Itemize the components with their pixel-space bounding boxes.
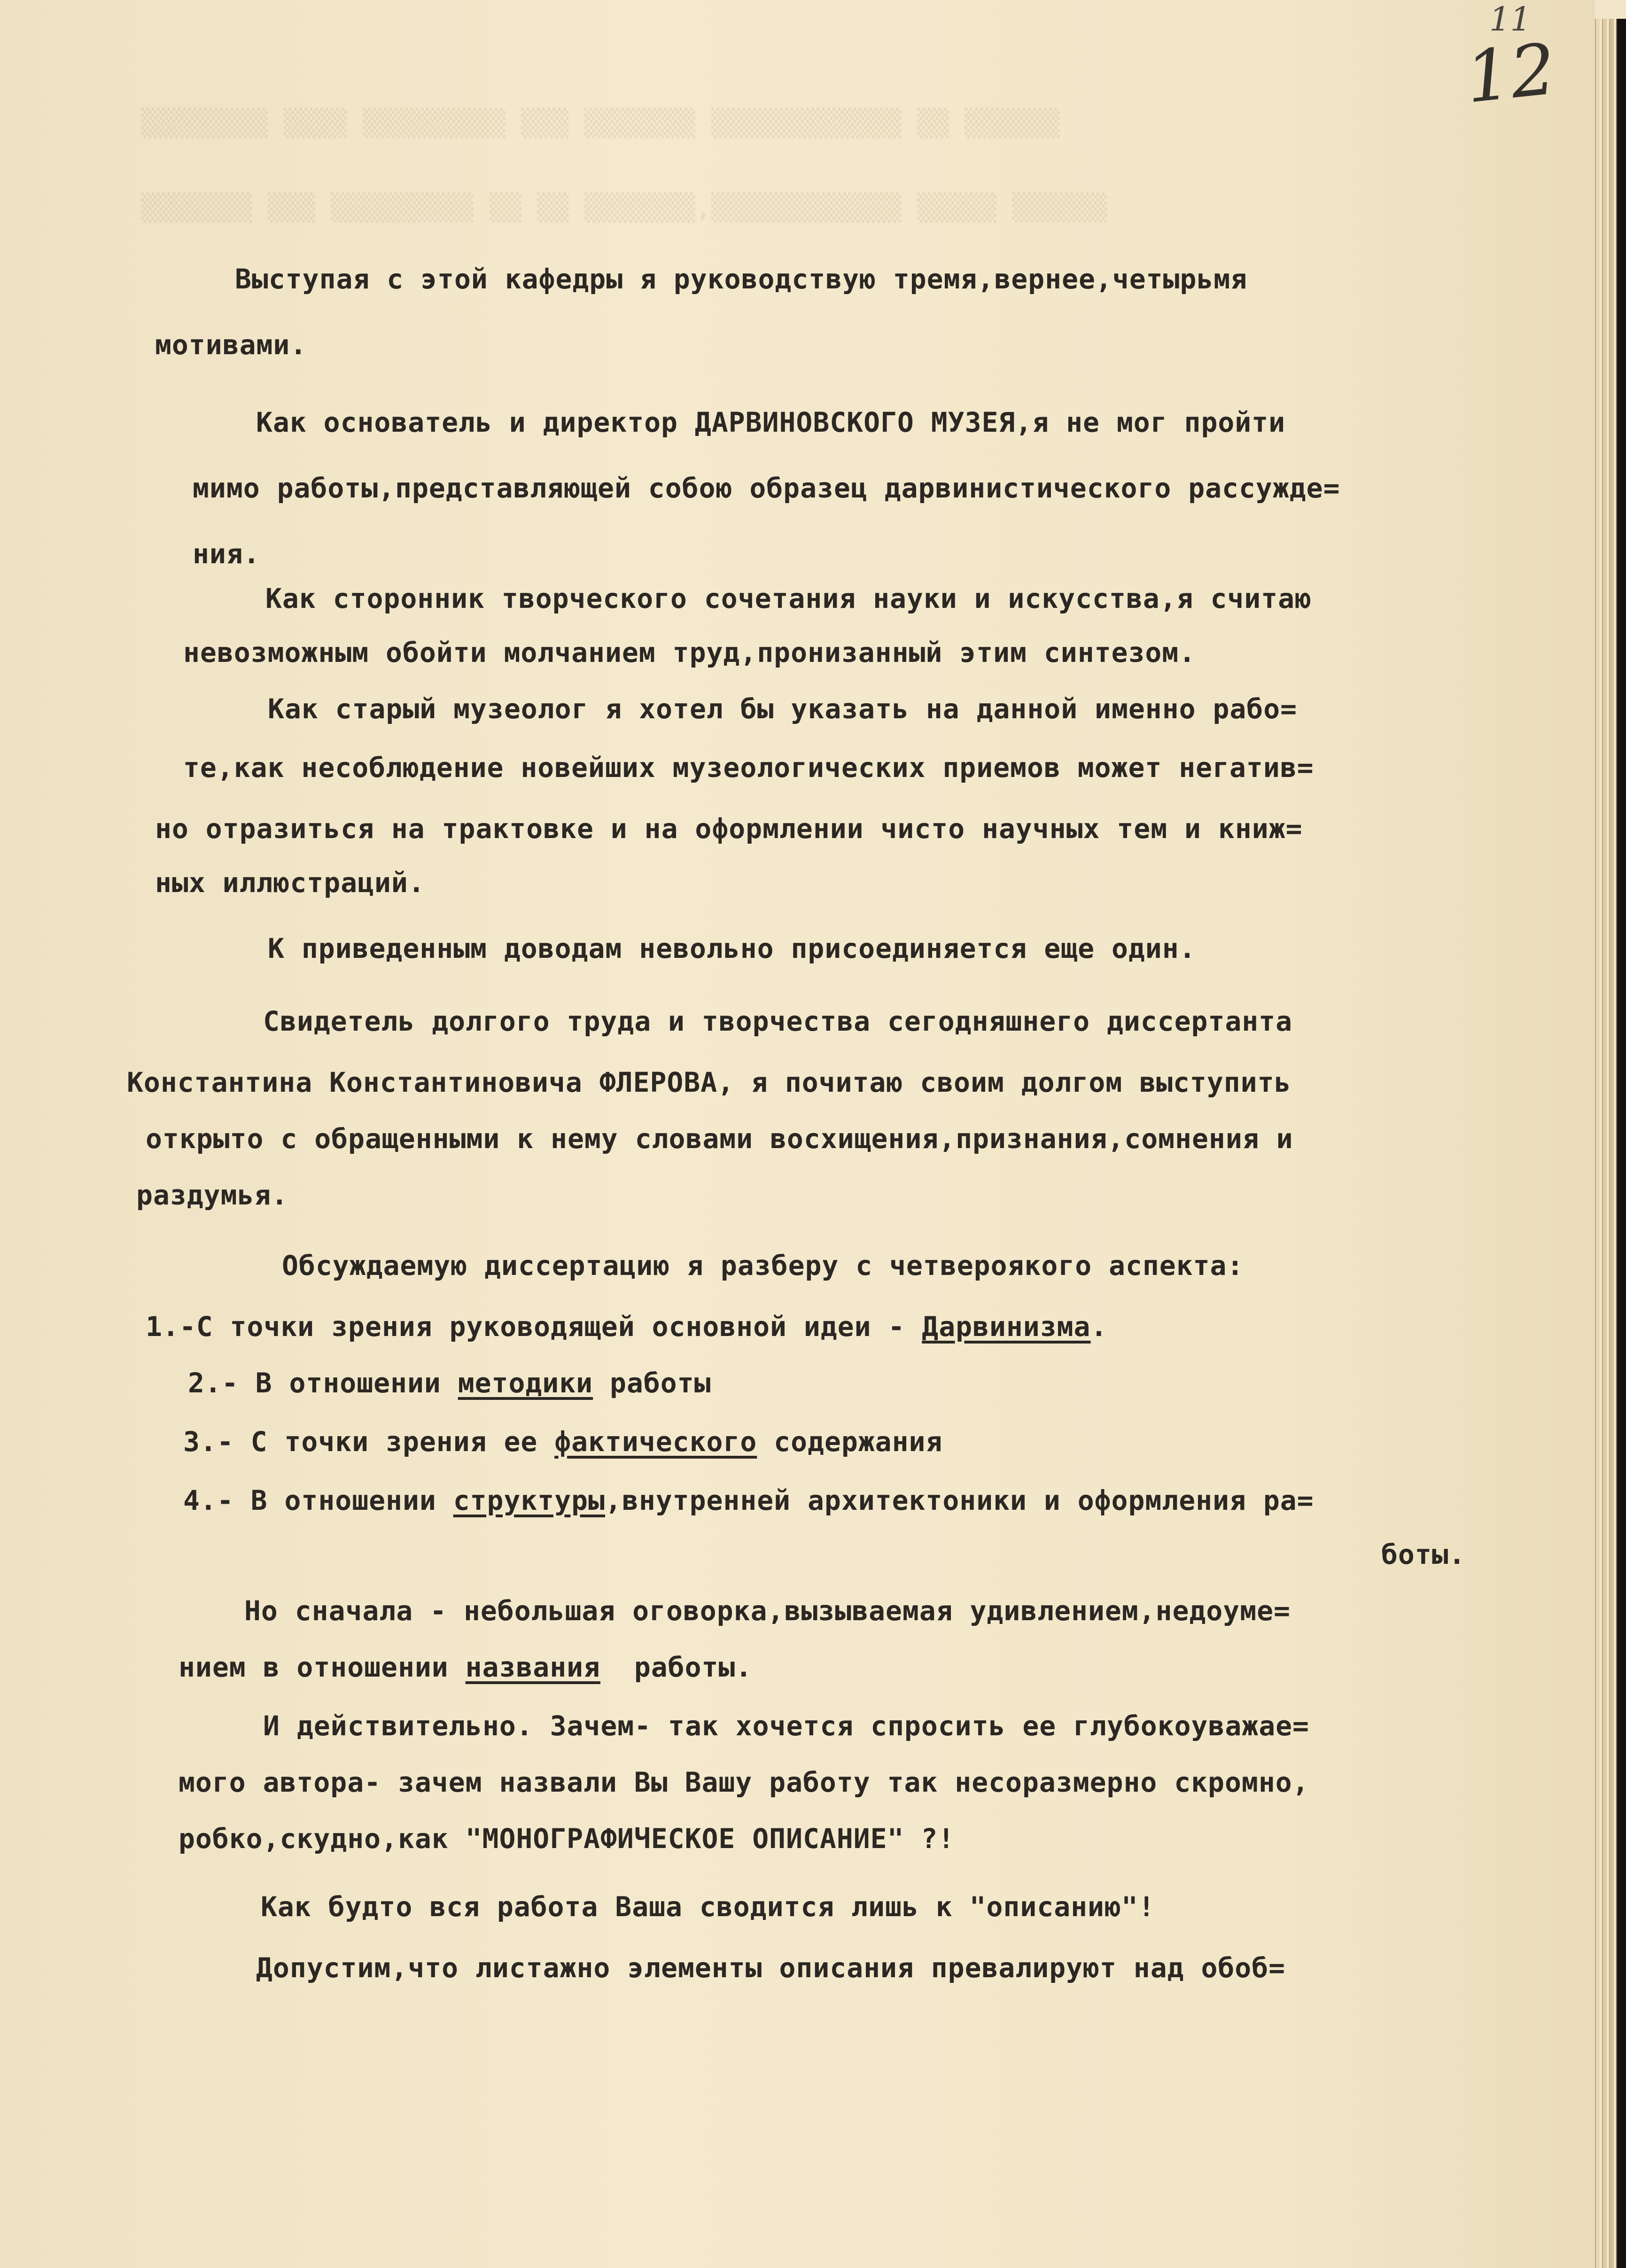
- text-segment: .: [1090, 1311, 1108, 1343]
- text-line: [235, 263, 1247, 295]
- text-segment: Но сначала - небольшая оговорка,вызываемая удивлением,недоуме=: [244, 1595, 1291, 1627]
- text-segment: мимо работы,представляющей собою образец дарвинистического рассужде=: [193, 472, 1340, 504]
- text-line: [282, 1250, 1244, 1282]
- text-line: [261, 1891, 1155, 1923]
- text-line: [256, 1952, 1285, 1984]
- text-line: [179, 1823, 955, 1855]
- text-line: [127, 1066, 1291, 1098]
- text-line: [146, 1311, 1107, 1343]
- text-line: [1381, 1538, 1466, 1570]
- text-segment: но отразиться на трактовке и на оформлении чисто научных тем и книж=: [155, 813, 1303, 845]
- underlined-term: структуры: [453, 1484, 605, 1516]
- text-line: [183, 752, 1314, 784]
- text-line: [179, 1651, 752, 1683]
- text-line: [265, 583, 1312, 614]
- stacked-sheet-edge: [1595, 19, 1600, 2268]
- text-segment: те,как несоблюдение новейших музеологических приемов может негатив=: [183, 752, 1314, 784]
- text-line: [183, 1426, 942, 1458]
- text-segment: нием в отношении: [179, 1651, 466, 1683]
- text-line: [256, 406, 1285, 438]
- text-segment: Константина Константиновича ФЛЕРОВА, я почитаю своим долгом выступить: [127, 1066, 1291, 1098]
- text-segment: раздумья.: [136, 1179, 288, 1211]
- text-line: [136, 1179, 288, 1211]
- text-segment: И действительно. Зачем- так хочется спросить ее глубокоуважае=: [263, 1710, 1309, 1742]
- text-segment: ных иллюстраций.: [155, 867, 425, 899]
- text-line: [155, 329, 307, 361]
- text-segment: Как будто вся работа Ваша сводится лишь к "описанию"!: [261, 1891, 1155, 1923]
- text-segment: робко,скудно,как "МОНОГРАФИЧЕСКОЕ ОПИСАНИЕ" ?!: [179, 1823, 955, 1855]
- text-segment: 2.- В отношении: [188, 1367, 458, 1399]
- text-segment: Как сторонник творческого сочетания науки и искусства,я считаю: [265, 583, 1312, 614]
- text-segment: содержания: [757, 1426, 943, 1458]
- text-segment: мотивами.: [155, 329, 307, 361]
- text-line: [183, 637, 1196, 668]
- text-segment: невозможным обойти молчанием труд,пронизанный этим синтезом.: [183, 637, 1196, 668]
- text-line: [188, 1367, 711, 1399]
- text-line: [263, 1005, 1292, 1037]
- text-segment: боты.: [1381, 1538, 1466, 1570]
- text-segment: 3.- С точки зрения ее: [183, 1426, 555, 1458]
- underlined-term: Дарвинизма: [922, 1311, 1091, 1343]
- text-line: [179, 1766, 1309, 1798]
- text-line: [155, 813, 1303, 845]
- text-segment: 4.- В отношении: [183, 1484, 453, 1516]
- text-segment: Допустим,что листажно элементы описания превалируют над обоб=: [256, 1952, 1286, 1984]
- text-segment: Свидетель долгого труда и творчества сегодняшнего диссертанта: [263, 1005, 1293, 1037]
- text-segment: открыто с обращенными к нему словами восхищения,признания,сомнения и: [146, 1123, 1293, 1155]
- underlined-term: методики: [458, 1367, 593, 1399]
- text-line: [183, 1484, 1314, 1516]
- text-segment: работы: [593, 1367, 711, 1399]
- text-line: [263, 1710, 1309, 1742]
- binding-shadow: [1616, 19, 1626, 2268]
- text-segment: ,внутренней архитектоники и оформления ра=: [605, 1484, 1314, 1516]
- text-line: [193, 538, 260, 570]
- text-segment: Обсуждаемую диссертацию я разберу с четвероякого аспекта:: [282, 1250, 1244, 1282]
- text-line: [244, 1595, 1291, 1627]
- show-through-text: ▒▒▒▒▒▒▒ ▒▒▒ ▒▒▒▒▒▒▒▒▒ ▒▒ ▒▒ ▒▒▒▒▒▒▒,▒▒▒▒▒▒▒▒▒▒▒▒ ▒▒▒▒▒ ▒▒▒▒▒▒: [141, 193, 1107, 223]
- text-line: [155, 867, 425, 899]
- text-segment: Как старый музеолог я хотел бы указать на данной именно рабо=: [268, 693, 1298, 725]
- text-segment: Выступая с этой кафедры я руководствую тремя,вернее,четырьмя: [235, 263, 1248, 295]
- text-segment: Как основатель и директор ДАРВИНОВСКОГО МУЗЕЯ,я не мог пройти: [256, 406, 1286, 438]
- text-line: [268, 932, 1196, 964]
- text-segment: работы.: [600, 1651, 753, 1683]
- text-segment: К приведенным доводам невольно присоединяется еще один.: [268, 932, 1196, 964]
- text-segment: мого автора- зачем назвали Вы Вашу работу так несоразмерно скромно,: [179, 1766, 1309, 1798]
- underlined-term: фактического: [554, 1426, 757, 1458]
- corner-folio-mark: 11: [1489, 0, 1532, 39]
- underlined-term: названия: [465, 1651, 600, 1683]
- text-line: [146, 1123, 1293, 1155]
- page-number: 12: [1462, 28, 1560, 119]
- text-line: [193, 472, 1340, 504]
- stacked-sheet-edge: [1602, 19, 1607, 2268]
- stacked-sheet-edge: [1609, 19, 1614, 2268]
- text-segment: ния.: [193, 538, 260, 570]
- show-through-text: ▒▒▒▒▒▒▒▒ ▒▒▒▒ ▒▒▒▒▒▒▒▒▒ ▒▒▒ ▒▒▒▒▒▒▒ ▒▒▒▒▒▒▒▒▒▒▒▒ ▒▒ ▒▒▒▒▒▒: [141, 108, 1060, 139]
- text-line: [268, 693, 1297, 725]
- text-segment: 1.-С точки зрения руководящей основной идеи -: [146, 1311, 922, 1343]
